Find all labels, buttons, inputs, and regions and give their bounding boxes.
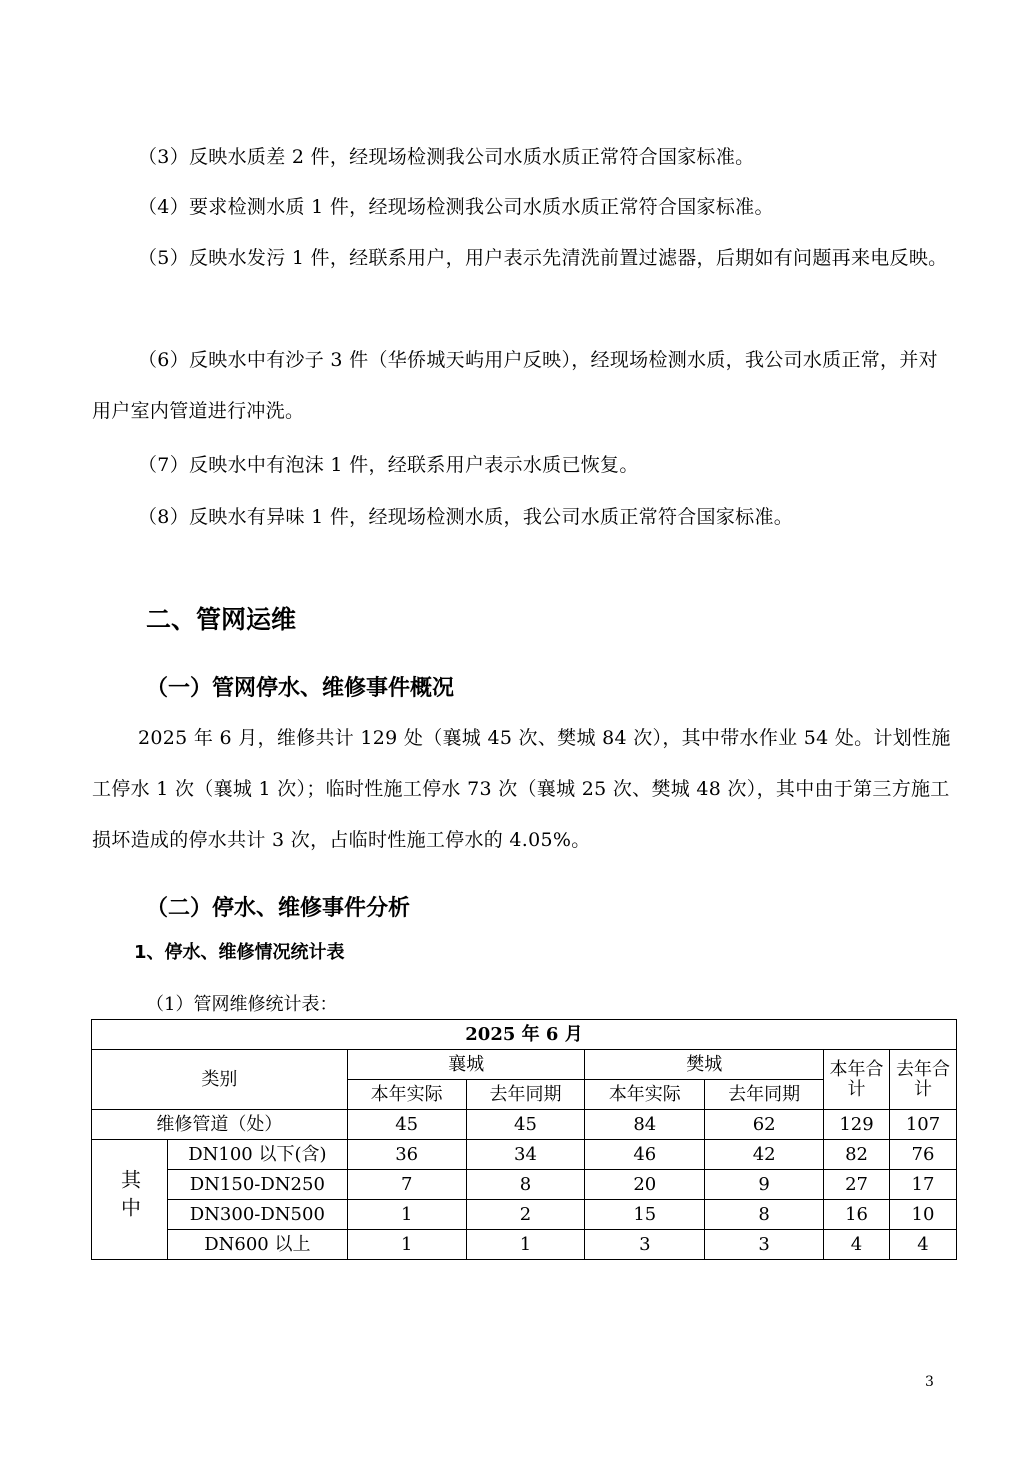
- row-label: 维修管道（处）: [92, 1110, 348, 1140]
- subheader-last-period: 去年同期: [705, 1080, 824, 1110]
- table-cell: 107: [890, 1110, 957, 1140]
- overview-paragraph: 2025 年 6 月，维修共计 129 处（襄城 45 次、樊城 84 次），其中带水作业 54 处。计划性施工停水 1 次（襄城 1 次）；临时性施工停水 73 次（襄城 25 次、樊城 48 次），其中由于第三方施工损坏造成的停水共计 3 次，占临时性施工停水的 4.05%。: [92, 727, 951, 851]
- subheader-last-period: 去年同期: [466, 1080, 585, 1110]
- table-row: [92, 1170, 957, 1200]
- table-title: 2025 年 6 月: [92, 1020, 957, 1050]
- header-xiangcheng: 襄城: [347, 1050, 585, 1080]
- header-last-year-total: 去年合计: [890, 1050, 957, 1110]
- table-caption: （1）管网维修统计表：: [146, 994, 338, 1015]
- row-label: DN600 以上: [167, 1230, 347, 1260]
- table-cell: 45: [347, 1110, 466, 1140]
- subsection-title-analysis: （二）停水、维修事件分析: [146, 896, 411, 921]
- table-cell: 76: [890, 1140, 957, 1170]
- table-cell: 45: [466, 1110, 585, 1140]
- header-this-year-total: 本年合计: [824, 1050, 890, 1110]
- row-label: DN100 以下(含): [167, 1140, 347, 1170]
- table-row: [92, 1200, 957, 1230]
- table-cell: 3: [585, 1230, 705, 1260]
- header-fancheng: 樊城: [585, 1050, 824, 1080]
- statistics-heading: 1、停水、维修情况统计表: [134, 942, 345, 963]
- table-cell: 34: [466, 1140, 585, 1170]
- table-cell: 3: [705, 1230, 824, 1260]
- table-cell: 1: [347, 1200, 466, 1230]
- table-cell: 7: [347, 1170, 466, 1200]
- section-title: 二、管网运维: [146, 605, 297, 634]
- row-label: DN150-DN250: [167, 1170, 347, 1200]
- table-cell: 42: [705, 1140, 824, 1170]
- maintenance-statistics-table: [91, 1019, 957, 1260]
- table-cell: 1: [347, 1230, 466, 1260]
- paragraph-item-5: （5）反映水发污 1 件，经联系用户，用户表示先清洗前置过滤器，后期如有问题再来电反映。: [138, 247, 948, 269]
- table-cell: 129: [824, 1110, 890, 1140]
- table-cell: 1: [466, 1230, 585, 1260]
- table-row: [92, 1110, 957, 1140]
- subsection-title-overview: （一）管网停水、维修事件概况: [146, 676, 455, 701]
- paragraph-item-3: （3）反映水质差 2 件，经现场检测我公司水质水质正常符合国家标准。: [138, 146, 755, 168]
- table-cell: 4: [890, 1230, 957, 1260]
- page-number: 3: [925, 1374, 934, 1390]
- table-cell: 15: [585, 1200, 705, 1230]
- table-cell: 82: [824, 1140, 890, 1170]
- paragraph-item-6: （6）反映水中有沙子 3 件（华侨城天屿用户反映），经现场检测水质，我公司水质正常，并对用户室内管道进行冲洗。: [92, 349, 938, 422]
- table-cell: 8: [466, 1170, 585, 1200]
- table-row: [92, 1230, 957, 1260]
- table-row: [92, 1140, 957, 1170]
- table-cell: 27: [824, 1170, 890, 1200]
- table-cell: 17: [890, 1170, 957, 1200]
- row-label: DN300-DN500: [167, 1200, 347, 1230]
- table-cell: 36: [347, 1140, 466, 1170]
- paragraph-item-8: （8）反映水有异味 1 件，经现场检测水质，我公司水质正常符合国家标准。: [138, 506, 794, 528]
- table-cell: 62: [705, 1110, 824, 1140]
- header-category: 类别: [92, 1050, 348, 1110]
- table-cell: 10: [890, 1200, 957, 1230]
- paragraph-item-7: （7）反映水中有泡沫 1 件，经联系用户表示水质已恢复。: [138, 454, 639, 476]
- row-group-text: 其中: [117, 1169, 142, 1225]
- subheader-actual: 本年实际: [585, 1080, 705, 1110]
- table-cell: 20: [585, 1170, 705, 1200]
- table-cell: 46: [585, 1140, 705, 1170]
- table-cell: 84: [585, 1110, 705, 1140]
- table-cell: 2: [466, 1200, 585, 1230]
- table-cell: 8: [705, 1200, 824, 1230]
- subheader-actual: 本年实际: [347, 1080, 466, 1110]
- row-group-label: [92, 1140, 168, 1260]
- table-cell: 9: [705, 1170, 824, 1200]
- paragraph-item-4: （4）要求检测水质 1 件，经现场检测我公司水质水质正常符合国家标准。: [138, 196, 774, 218]
- table-cell: 4: [824, 1230, 890, 1260]
- table-cell: 16: [824, 1200, 890, 1230]
